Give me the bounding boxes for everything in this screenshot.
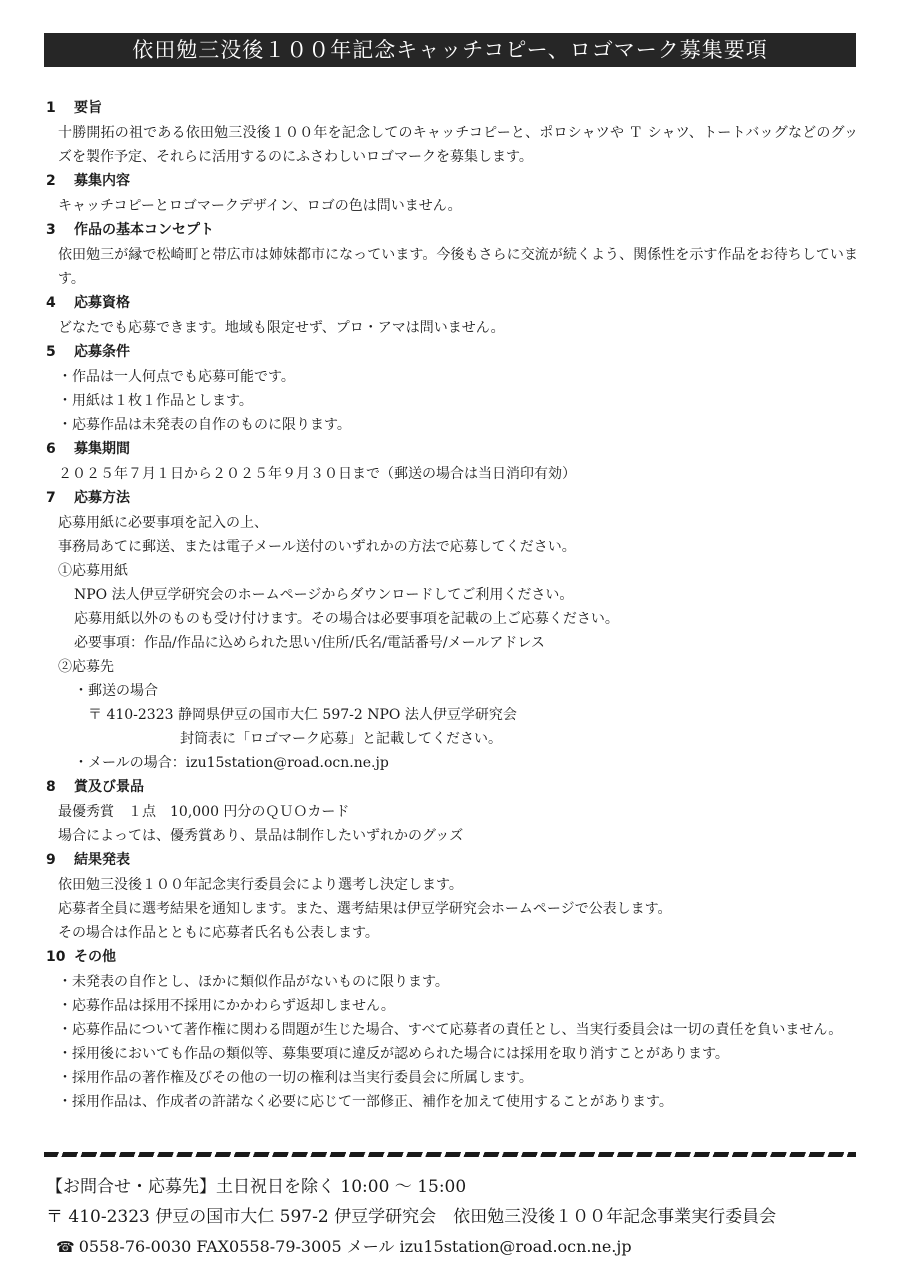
- section-title: 募集期間: [74, 441, 130, 457]
- section-title: 応募資格: [74, 295, 130, 311]
- email-line: ・メールの場合：izu15station@road.ocn.ne.jp: [74, 755, 389, 771]
- section-heading: [0, 486, 902, 511]
- section-title: 応募方法: [74, 490, 130, 506]
- subsection-title: ②応募先: [58, 659, 114, 675]
- section-number: 7: [46, 490, 56, 506]
- section-title: その他: [74, 949, 116, 965]
- document-body: [0, 96, 902, 1114]
- contact-address: 〒 410-2323 伊豆の国市大仁 597-2 伊豆学研究会 依田勉三没後１００年記念事業実行委員会: [46, 1207, 777, 1227]
- section-number: 9: [46, 852, 56, 868]
- method-intro: 応募用紙に必要事項を記入の上、: [58, 515, 268, 531]
- section-heading: [0, 169, 902, 194]
- contact-line: [46, 1232, 866, 1262]
- required-items: 必要事項：作品/作品に込められた思い/住所/氏名/電話番号/メールアドレス: [74, 635, 545, 651]
- section-heading: [0, 96, 902, 121]
- method-intro: 事務局あてに郵送、または電子メール送付のいずれかの方法で応募してください。: [58, 539, 576, 555]
- section-heading: [0, 945, 902, 970]
- page-title: 依田勉三没後１００年記念キャッチコピー、ロゴマーク募集要項: [44, 33, 856, 67]
- section-number: 2: [46, 173, 56, 189]
- list-item: ・採用作品は、作成者の許諾なく必要に応じて一部修正、補作を加えて使用することがあります。: [58, 1094, 673, 1110]
- contact-footer: [46, 1172, 866, 1262]
- eligibility-text: どなたでも応募できます。地域も限定せず、プロ・アマは問いません。: [58, 320, 505, 336]
- result-text: 依田勉三没後１００年記念実行委員会により選考し決定します。: [58, 877, 463, 893]
- result-text: その場合は作品とともに応募者氏名も公表します。: [58, 925, 379, 941]
- section-title: 募集内容: [74, 173, 130, 189]
- section-heading: [0, 848, 902, 873]
- section-title: 結果発表: [74, 852, 130, 868]
- section-heading: [0, 775, 902, 800]
- prize-text: 場合によっては、優秀賞あり、景品は制作したいずれかのグッズ: [58, 828, 464, 844]
- section-heading: [0, 218, 902, 243]
- summary-text: 十勝開拓の祖である依田勉三没後１００年を記念してのキャッチコピーと、ポロシャツや Ｔ シャツ、トートバッグなどのグッズを製作予定、それらに活用するのにふさわしいロゴマークを募集します。: [58, 125, 858, 165]
- content-text: キャッチコピーとロゴマークデザイン、ロゴの色は問いません。: [58, 198, 462, 214]
- result-text: 応募者全員に選考結果を通知します。また、選考結果は伊豆学研究会ホームページで公表します。: [58, 901, 672, 917]
- list-item: ・作品は一人何点でも応募可能です。: [58, 369, 295, 385]
- phone-icon: ☎: [56, 1238, 75, 1256]
- list-item: ・応募作品は未発表の自作のものに限ります。: [58, 417, 351, 433]
- section-number: 4: [46, 295, 56, 311]
- concept-text: 依田勉三が縁で松崎町と帯広市は姉妹都市になっています。今後もさらに交流が続くよう、関係性を示す作品をお待ちしています。: [58, 247, 858, 287]
- list-item: [0, 1018, 858, 1042]
- section-heading: [0, 437, 902, 462]
- list-item: ・用紙は１枚１作品とします。: [58, 393, 253, 409]
- form-text: NPO 法人伊豆学研究会のホームページからダウンロードしてご利用ください。: [74, 587, 574, 603]
- mail-address: 〒 410-2323 静岡県伊豆の国市大仁 597-2 NPO 法人伊豆学研究会: [88, 707, 517, 723]
- section-number: 6: [46, 441, 56, 457]
- section-title: 要旨: [74, 100, 102, 116]
- period-text: ２０２５年７月１日から２０２５年９月３０日まで（郵送の場合は当日消印有効）: [58, 466, 576, 482]
- section-title: 作品の基本コンセプト: [74, 222, 214, 238]
- section-heading: [0, 291, 902, 316]
- dashed-divider: [44, 1152, 856, 1157]
- section-number: 10: [46, 949, 66, 965]
- list-item: ・未発表の自作とし、ほかに類似作品がないものに限ります。: [58, 974, 449, 990]
- prize-text: 最優秀賞 １点 10,000 円分のＱＵＯカード: [58, 804, 350, 820]
- list-item: ・採用作品の著作権及びその他の一切の権利は当実行委員会に所属します。: [58, 1070, 533, 1086]
- section-number: 5: [46, 344, 56, 360]
- section-title: 応募条件: [74, 344, 130, 360]
- subsection-title: ①応募用紙: [58, 563, 128, 579]
- section-title: 賞及び景品: [74, 779, 144, 795]
- section-number: 1: [46, 100, 56, 116]
- list-item-text: ・応募作品について著作権に関わる問題が生じた場合、すべて応募者の責任とし、当実行委員会は一切の責任を負いません。: [58, 1022, 843, 1038]
- list-item: ・応募作品は採用不採用にかかわらず返却しません。: [58, 998, 395, 1014]
- contact-numbers: 0558-76-0030 FAX0558-79-3005 メール izu15station@road.ocn.ne.jp: [78, 1237, 632, 1256]
- mail-note: 封筒表に「ロゴマーク応募」と記載してください。: [180, 731, 502, 747]
- contact-hours: 【お問合せ・応募先】土日祝日を除く 10:00 〜 15:00: [46, 1177, 467, 1197]
- section-heading: [0, 340, 902, 365]
- section-number: 8: [46, 779, 56, 795]
- mail-label: ・郵送の場合: [74, 683, 158, 699]
- section-number: 3: [46, 222, 56, 238]
- form-text: 応募用紙以外のものも受け付けます。その場合は必要事項を記載の上ご応募ください。: [74, 611, 619, 627]
- list-item: ・採用後においても作品の類似等、募集要項に違反が認められた場合には採用を取り消すことがあります。: [58, 1046, 729, 1062]
